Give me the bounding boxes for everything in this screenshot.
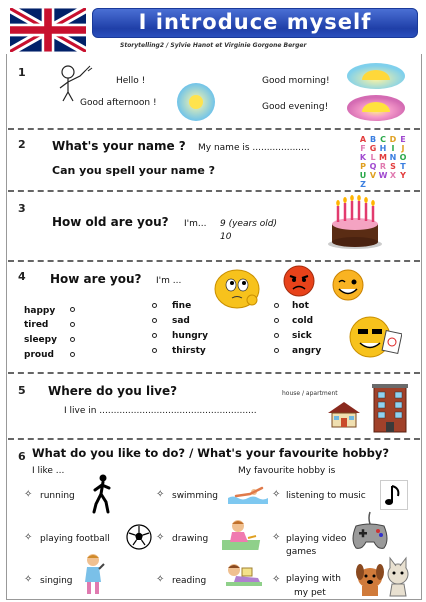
hobby-question: What do you like to do? / What's your favourite hobby? bbox=[32, 446, 390, 460]
section-divider bbox=[8, 372, 420, 374]
alphabet-letter: T bbox=[400, 162, 406, 171]
checkbox-tired[interactable] bbox=[70, 322, 75, 327]
hello-text: Hello ! bbox=[116, 76, 146, 86]
alphabet-letter: G bbox=[369, 144, 377, 153]
section-number: 1 bbox=[18, 66, 26, 79]
alphabet-letter: Z bbox=[360, 180, 366, 188]
runner-icon bbox=[92, 474, 112, 514]
checkbox-sad[interactable] bbox=[152, 318, 157, 323]
feeling-tired: tired bbox=[24, 320, 49, 330]
alphabet-letter: C bbox=[380, 135, 386, 144]
alphabet-letter: U bbox=[359, 171, 367, 180]
feeling-question: How are you? bbox=[50, 272, 142, 286]
checkbox-hot[interactable] bbox=[274, 303, 279, 308]
hobby-playing-with: playing with bbox=[286, 574, 341, 584]
feeling-angry: angry bbox=[292, 346, 322, 356]
hobby-reading: reading bbox=[172, 576, 207, 586]
music-note-icon bbox=[380, 480, 408, 510]
proud-face-icon bbox=[348, 312, 402, 362]
child-reading-icon bbox=[222, 560, 268, 590]
game-controller-icon bbox=[350, 510, 390, 552]
checkbox-thirsty[interactable] bbox=[152, 348, 157, 353]
feeling-im-text: I'm ... bbox=[156, 276, 182, 286]
checkbox-angry[interactable] bbox=[274, 348, 279, 353]
hobby-my-pet: my pet bbox=[294, 588, 326, 598]
alphabet-letter: O bbox=[399, 153, 407, 162]
age-im-text: I'm... bbox=[184, 219, 207, 229]
alphabet-letter: I bbox=[391, 144, 395, 153]
uk-flag-icon bbox=[10, 8, 86, 52]
name-question: What's your name ? bbox=[52, 139, 186, 153]
checkbox-proud[interactable] bbox=[70, 352, 75, 357]
alphabet-letter: F bbox=[360, 144, 366, 153]
age-option-9: 9 (years old) bbox=[220, 219, 277, 229]
name-answer-line: My name is .................... bbox=[198, 143, 310, 153]
favourite-hobby-text: My favourite hobby is bbox=[238, 466, 336, 476]
thinking-face-icon bbox=[212, 268, 262, 310]
alphabet-letter: P bbox=[360, 162, 366, 171]
live-question: Where do you live? bbox=[48, 384, 178, 398]
feeling-happy: happy bbox=[24, 306, 56, 316]
section-number: 2 bbox=[18, 138, 26, 151]
hobby-running: running bbox=[40, 491, 75, 501]
alphabet-letter: N bbox=[389, 153, 397, 162]
checkbox-fine[interactable] bbox=[152, 303, 157, 308]
hobby-playing-football: playing football bbox=[40, 534, 110, 544]
checkbox-sick[interactable] bbox=[274, 333, 279, 338]
star-bullet-icon: ✧ bbox=[272, 532, 281, 543]
house-icon bbox=[326, 400, 362, 428]
alphabet-letter: M bbox=[379, 153, 387, 162]
alphabet-letter: A bbox=[359, 135, 367, 144]
hobby-singing: singing bbox=[40, 576, 73, 586]
good-morning-text: Good morning! bbox=[262, 76, 330, 86]
feeling-sleepy: sleepy bbox=[24, 335, 57, 345]
alphabet-letter: L bbox=[370, 153, 376, 162]
hobby-swimming: swimming bbox=[172, 491, 219, 501]
pets-dog-cat-icon bbox=[354, 554, 414, 598]
afternoon-sun-icon bbox=[176, 82, 216, 122]
page-title: I introduce myself bbox=[138, 10, 372, 34]
alphabet-letter: B bbox=[369, 135, 377, 144]
checkbox-cold[interactable] bbox=[274, 318, 279, 323]
alphabet-letter: E bbox=[400, 135, 406, 144]
alphabet-letter: Q bbox=[369, 162, 377, 171]
alphabet-blocks-icon bbox=[358, 134, 408, 188]
checkbox-happy[interactable] bbox=[70, 307, 75, 312]
star-bullet-icon: ✧ bbox=[156, 532, 165, 543]
checkbox-sleepy[interactable] bbox=[70, 337, 75, 342]
section-divider bbox=[8, 128, 420, 130]
hobby-video-games: games bbox=[286, 547, 317, 557]
swimmer-icon bbox=[228, 484, 268, 504]
section-divider bbox=[8, 260, 420, 262]
alphabet-letter: V bbox=[369, 171, 377, 180]
star-bullet-icon: ✧ bbox=[156, 574, 165, 585]
child-singing-icon bbox=[80, 552, 106, 596]
age-option-10: 10 bbox=[220, 232, 232, 242]
house-apartment-label: house / apartment bbox=[282, 390, 338, 397]
section-number: 4 bbox=[18, 270, 26, 283]
alphabet-letter: R bbox=[379, 162, 387, 171]
apartment-building-icon bbox=[370, 382, 410, 434]
star-bullet-icon: ✧ bbox=[156, 489, 165, 500]
hobby-drawing: drawing bbox=[172, 534, 209, 544]
alphabet-letter: S bbox=[390, 162, 396, 171]
alphabet-letter: Y bbox=[400, 171, 406, 180]
alphabet-letter: H bbox=[379, 144, 387, 153]
alphabet-letter: D bbox=[389, 135, 397, 144]
alphabet-letter: J bbox=[401, 144, 405, 153]
age-question: How old are you? bbox=[52, 215, 169, 229]
feeling-proud: proud bbox=[24, 350, 54, 360]
checkbox-hungry[interactable] bbox=[152, 333, 157, 338]
section-divider bbox=[8, 190, 420, 192]
star-bullet-icon: ✧ bbox=[24, 489, 33, 500]
live-answer-line: I live in ....................................................... bbox=[64, 406, 257, 416]
feeling-hungry: hungry bbox=[172, 331, 208, 341]
section-number: 5 bbox=[18, 384, 26, 397]
feeling-thirsty: thirsty bbox=[172, 346, 206, 356]
hobby-listening-music: listening to music bbox=[286, 491, 366, 501]
good-evening-text: Good evening! bbox=[262, 102, 329, 112]
morning-sunrise-icon bbox=[346, 62, 406, 90]
football-icon bbox=[126, 524, 152, 550]
alphabet-letter: K bbox=[359, 153, 367, 162]
star-bullet-icon: ✧ bbox=[272, 574, 281, 585]
feeling-sick: sick bbox=[292, 331, 312, 341]
i-like-text: I like ... bbox=[32, 466, 65, 476]
waving-person-icon bbox=[52, 62, 96, 102]
star-bullet-icon: ✧ bbox=[24, 574, 33, 585]
evening-sunset-icon bbox=[346, 94, 406, 122]
winking-face-icon bbox=[330, 268, 366, 302]
birthday-cake-icon bbox=[326, 194, 384, 250]
alphabet-letter: X bbox=[389, 171, 397, 180]
alphabet-letter: W bbox=[378, 171, 388, 180]
feeling-hot: hot bbox=[292, 301, 309, 311]
star-bullet-icon: ✧ bbox=[272, 489, 281, 500]
good-afternoon-text: Good afternoon ! bbox=[80, 98, 157, 108]
feeling-cold: cold bbox=[292, 316, 314, 326]
credit-line: Storytelling2 / Sylvie Hanot et Virginie Gorgone Berger bbox=[120, 42, 307, 49]
spell-question: Can you spell your name ? bbox=[52, 164, 215, 177]
angry-face-icon bbox=[282, 264, 316, 298]
hobby-playing-video: playing video bbox=[286, 534, 347, 544]
feeling-sad: sad bbox=[172, 316, 190, 326]
section-number: 6 bbox=[18, 450, 26, 463]
child-drawing-icon bbox=[222, 518, 268, 552]
star-bullet-icon: ✧ bbox=[24, 532, 33, 543]
feeling-fine: fine bbox=[172, 301, 192, 311]
section-divider bbox=[8, 438, 420, 440]
section-number: 3 bbox=[18, 202, 26, 215]
